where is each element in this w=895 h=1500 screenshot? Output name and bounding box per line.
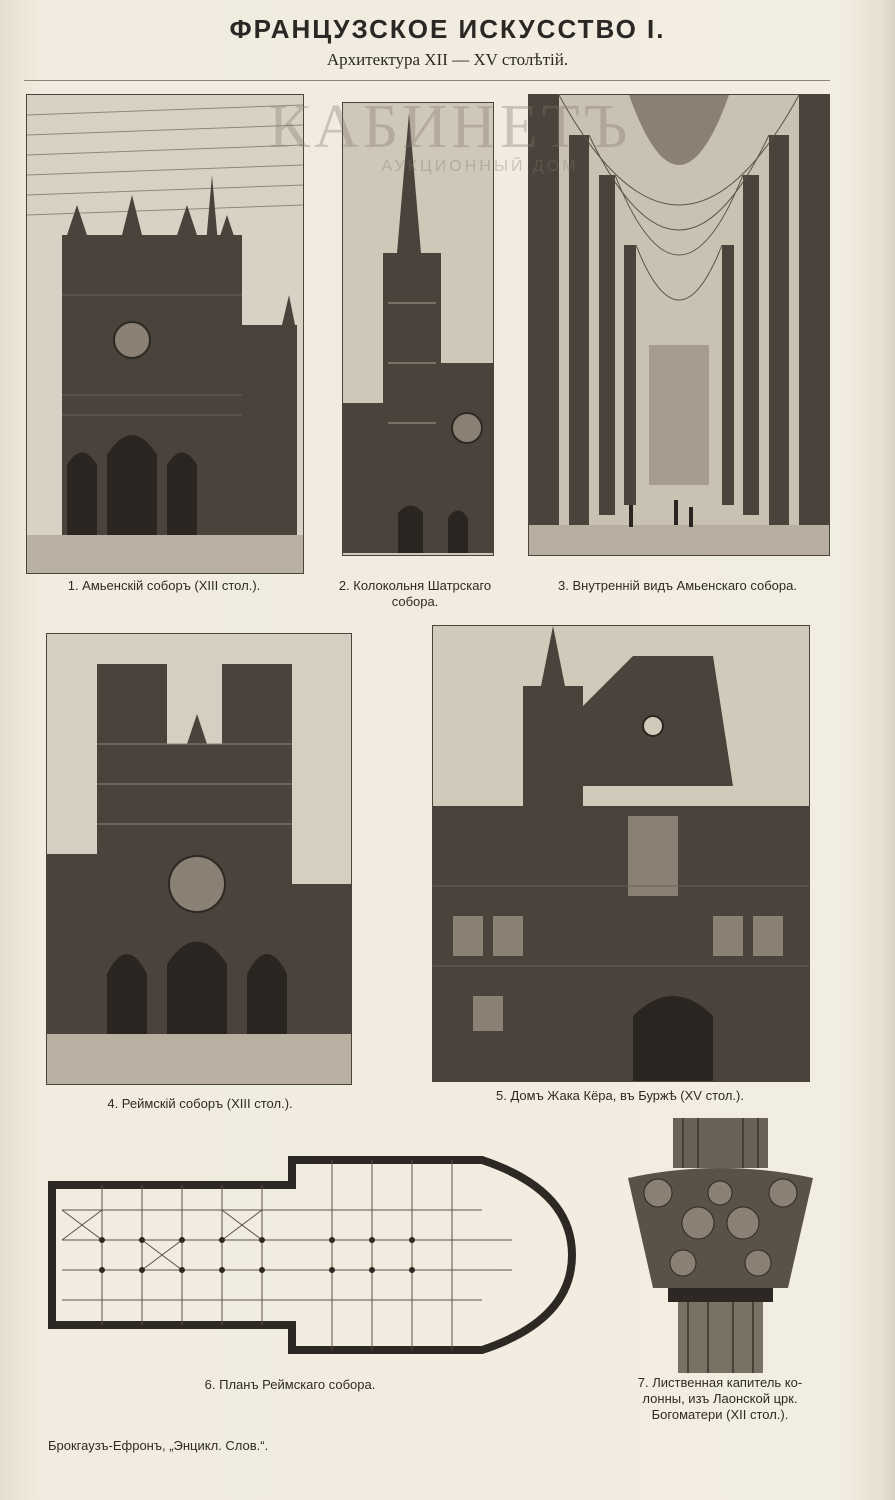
figure-5-caption: 5. Домъ Жака Кёра, въ Буржѣ (XV стол.). bbox=[496, 1088, 744, 1103]
figure-6-caption: 6. Планъ Реймскаго собора. bbox=[204, 1377, 376, 1392]
figure-6-reims-plan bbox=[42, 1150, 577, 1360]
figure-5-jacques-coeur-house bbox=[432, 625, 810, 1082]
figure-2-caption-line-1: 2. Колокольня Шатрскаго bbox=[338, 578, 492, 593]
page-title: ФРАНЦУЗСКОЕ ИСКУССТВО I. bbox=[229, 14, 666, 44]
figure-7-caption-line-3: Богоматери (XII стол.). bbox=[651, 1407, 789, 1422]
figure-2-chartres-belltower bbox=[342, 102, 494, 556]
figure-4-reims-cathedral bbox=[46, 633, 352, 1085]
figure-1-amiens-cathedral bbox=[26, 94, 304, 574]
figure-3-caption: 3. Внутренній видъ Амьенскаго собора. bbox=[558, 578, 797, 593]
figure-2-caption-line-2: собора. bbox=[391, 594, 439, 609]
figure-4-caption: 4. Реймскій соборъ (XIII стол.). bbox=[107, 1096, 293, 1111]
figure-3-amiens-interior bbox=[528, 94, 830, 556]
publisher-footer: Брокгаузъ-Ефронъ, „Энцикл. Слов.“. bbox=[48, 1438, 269, 1453]
watermark-logo-text: КАБИНЕТЪ bbox=[268, 93, 632, 161]
figure-7-caption-line-1: 7. Лиственная капитель ко- bbox=[637, 1375, 803, 1390]
figure-7-caption-line-2: лонны, изъ Лаонской црк. bbox=[642, 1391, 798, 1406]
page-subtitle: Архитектура XII — XV столѣтій. bbox=[326, 50, 569, 69]
figure-1-caption: 1. Амьенскій соборъ (XIII стол.). bbox=[67, 578, 261, 593]
figure-7-laon-capital bbox=[628, 1118, 813, 1373]
figure-2-caption bbox=[310, 578, 520, 610]
figure-7-caption bbox=[600, 1375, 840, 1423]
watermark-subtext: АУКЦИОННЫЙ ДОМ bbox=[381, 158, 579, 175]
